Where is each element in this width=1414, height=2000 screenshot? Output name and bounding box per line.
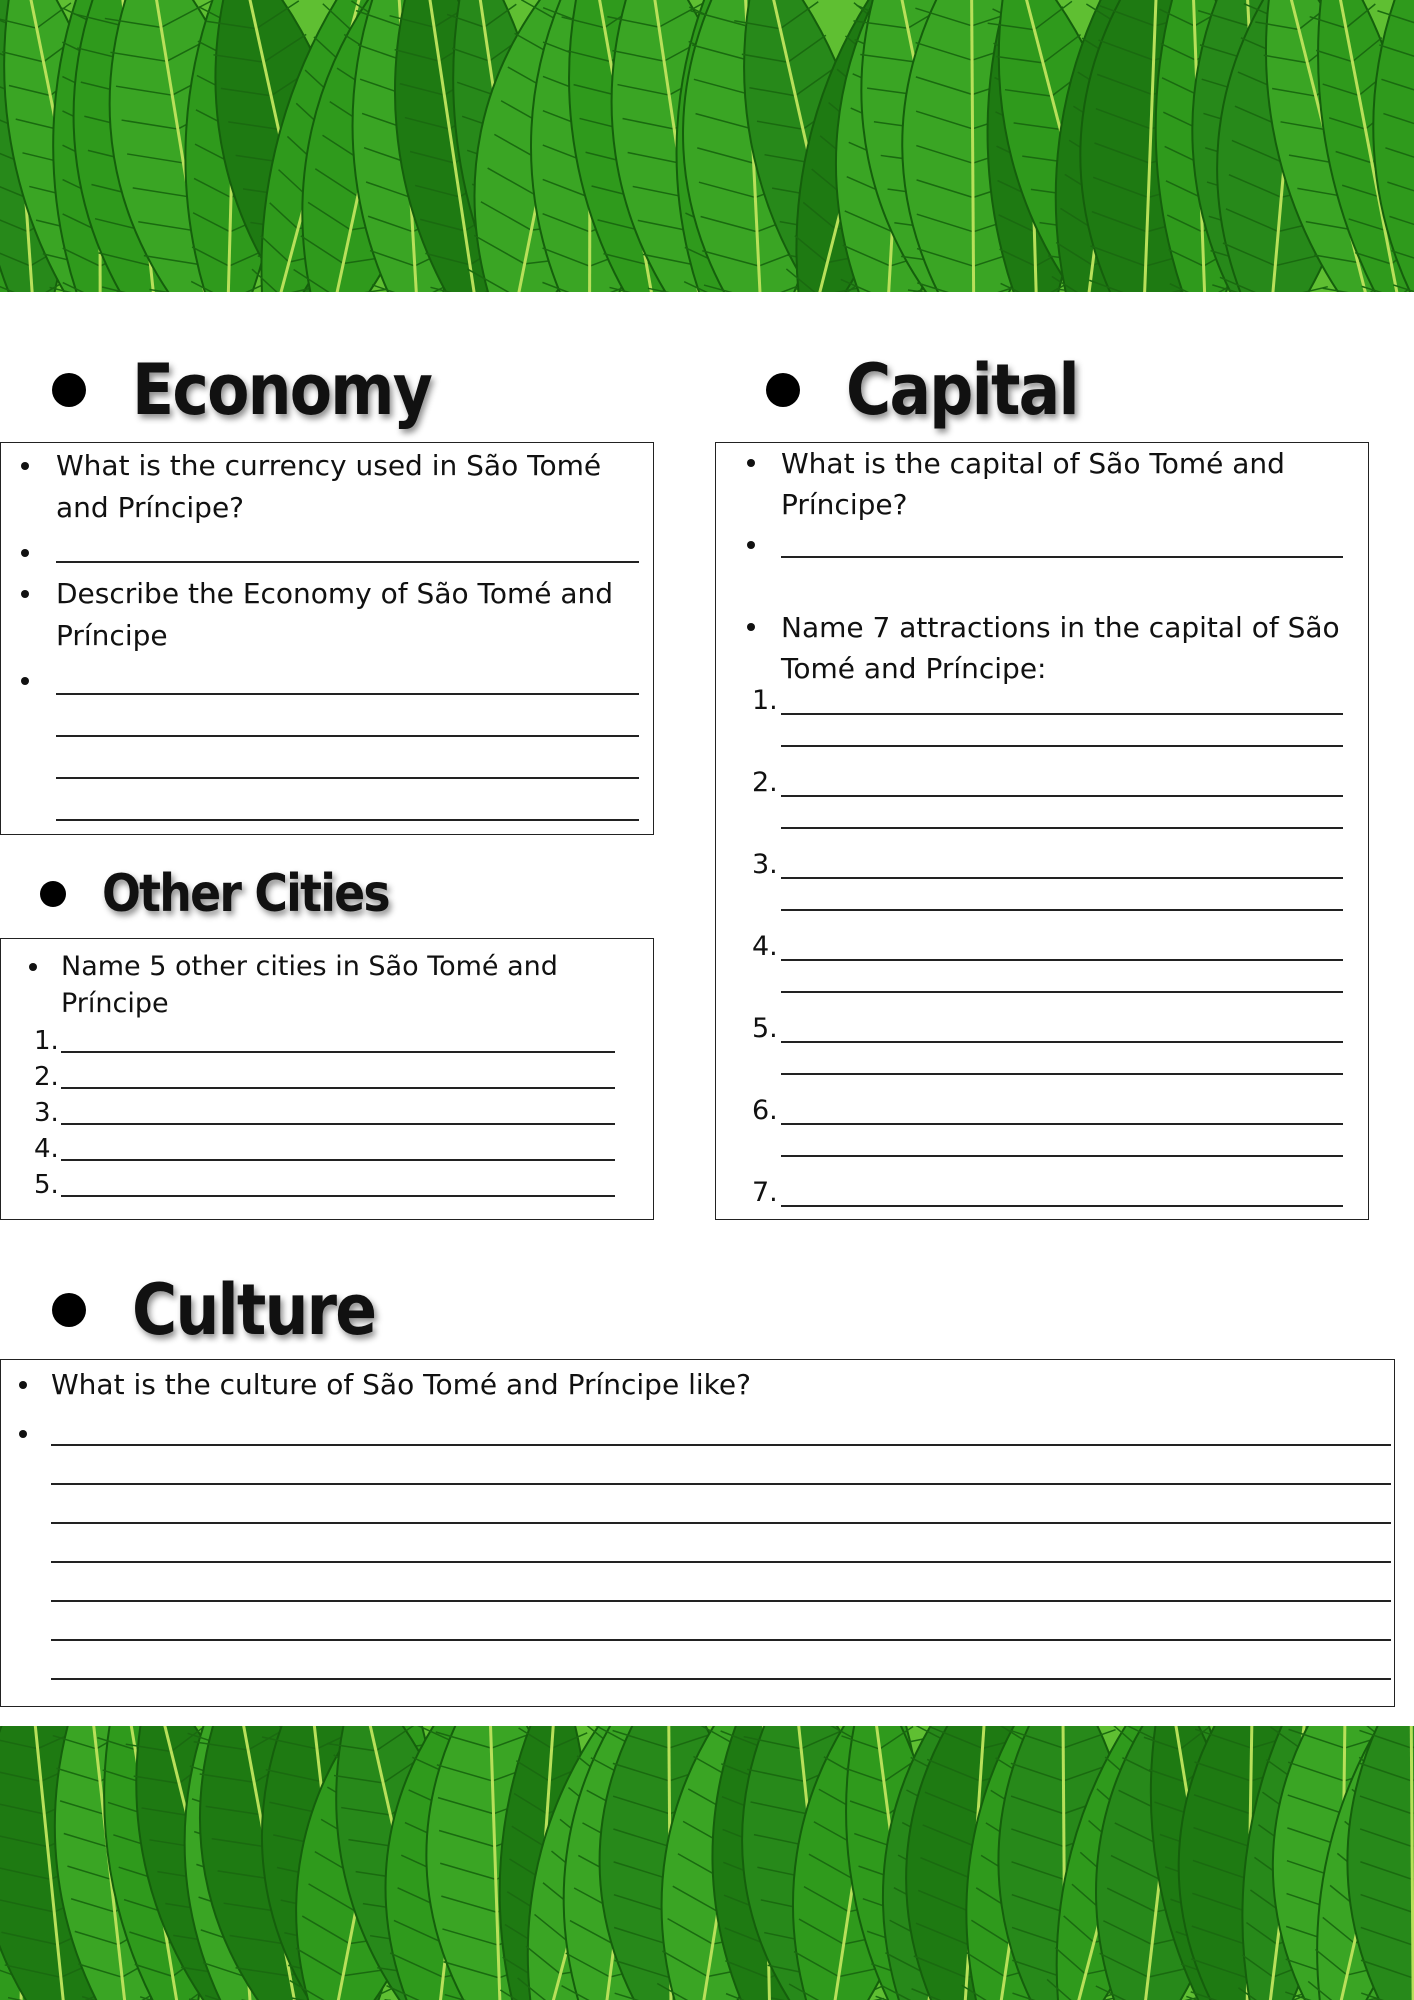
- bullet-icon: [21, 549, 29, 557]
- leaf-banner-bottom: [0, 1726, 1414, 2000]
- answer-line[interactable]: [781, 1123, 1343, 1125]
- other-cities-box: [0, 938, 654, 1220]
- culture-title: Culture: [132, 1269, 376, 1351]
- answer-line[interactable]: [51, 1678, 1391, 1680]
- list-number: 3.: [752, 849, 778, 880]
- economy-box: [0, 442, 654, 835]
- other-cities-title: Other Cities: [102, 864, 389, 924]
- answer-line[interactable]: [781, 1041, 1343, 1043]
- answer-line[interactable]: [61, 1087, 615, 1089]
- answer-line[interactable]: [781, 713, 1343, 715]
- economy-question-currency: What is the currency used in São Tomé and Príncipe?: [56, 445, 646, 529]
- capital-title: Capital: [846, 349, 1078, 431]
- culture-box: [0, 1359, 1395, 1707]
- economy-heading: [52, 350, 472, 430]
- list-number: 5.: [752, 1013, 778, 1044]
- answer-line[interactable]: [61, 1159, 615, 1161]
- answer-line[interactable]: [781, 827, 1343, 829]
- answer-line[interactable]: [51, 1483, 1391, 1485]
- economy-question-describe: Describe the Economy of São Tomé and Príncipe: [56, 573, 646, 657]
- other-cities-heading: [40, 862, 428, 926]
- list-number: 4.: [752, 931, 778, 962]
- culture-question: What is the culture of São Tomé and Príncipe like?: [51, 1364, 1351, 1406]
- leaf-banner-top: [0, 0, 1414, 292]
- capital-question-attractions: Name 7 attractions in the capital of São Tomé and Príncipe:: [781, 607, 1351, 689]
- answer-line[interactable]: [56, 561, 639, 563]
- economy-title: Economy: [132, 349, 432, 431]
- list-number: 3.: [34, 1098, 59, 1128]
- list-number: 2.: [752, 767, 778, 798]
- answer-line[interactable]: [61, 1051, 615, 1053]
- answer-line[interactable]: [781, 795, 1343, 797]
- banana-leaf-pattern: [0, 1726, 1414, 2000]
- heading-bullet-icon: [52, 373, 86, 407]
- list-number: 7.: [752, 1177, 778, 1208]
- answer-line[interactable]: [51, 1561, 1391, 1563]
- other-cities-question: Name 5 other cities in São Tomé and Príncipe: [61, 948, 621, 1022]
- capital-question-name: What is the capital of São Tomé and Príncipe?: [781, 443, 1341, 525]
- heading-bullet-icon: [52, 1293, 86, 1327]
- answer-line[interactable]: [51, 1522, 1391, 1524]
- bullet-icon: [747, 541, 755, 549]
- bullet-icon: [19, 1430, 27, 1438]
- heading-bullet-icon: [40, 881, 66, 907]
- list-number: 5.: [34, 1170, 59, 1200]
- answer-line[interactable]: [781, 1205, 1343, 1207]
- answer-line[interactable]: [781, 991, 1343, 993]
- answer-line[interactable]: [61, 1123, 615, 1125]
- capital-heading: [766, 350, 1109, 430]
- list-number: 1.: [752, 685, 778, 716]
- answer-line[interactable]: [56, 693, 639, 695]
- answer-line[interactable]: [51, 1600, 1391, 1602]
- answer-line[interactable]: [781, 909, 1343, 911]
- list-number: 4.: [34, 1134, 59, 1164]
- heading-bullet-icon: [766, 373, 800, 407]
- answer-line[interactable]: [781, 1073, 1343, 1075]
- answer-line[interactable]: [781, 877, 1343, 879]
- answer-line[interactable]: [51, 1444, 1391, 1446]
- answer-line[interactable]: [781, 959, 1343, 961]
- answer-line[interactable]: [56, 735, 639, 737]
- list-number: 2.: [34, 1062, 59, 1092]
- answer-line[interactable]: [781, 1155, 1343, 1157]
- list-number: 1.: [34, 1026, 59, 1056]
- bullet-icon: [21, 677, 29, 685]
- answer-line[interactable]: [56, 777, 639, 779]
- answer-line[interactable]: [51, 1639, 1391, 1641]
- answer-line[interactable]: [56, 819, 639, 821]
- capital-box: [715, 442, 1369, 1220]
- answer-line[interactable]: [781, 556, 1343, 558]
- answer-line[interactable]: [781, 745, 1343, 747]
- culture-heading: [52, 1270, 409, 1350]
- banana-leaf-pattern: [0, 0, 1414, 292]
- list-number: 6.: [752, 1095, 778, 1126]
- answer-line[interactable]: [61, 1195, 615, 1197]
